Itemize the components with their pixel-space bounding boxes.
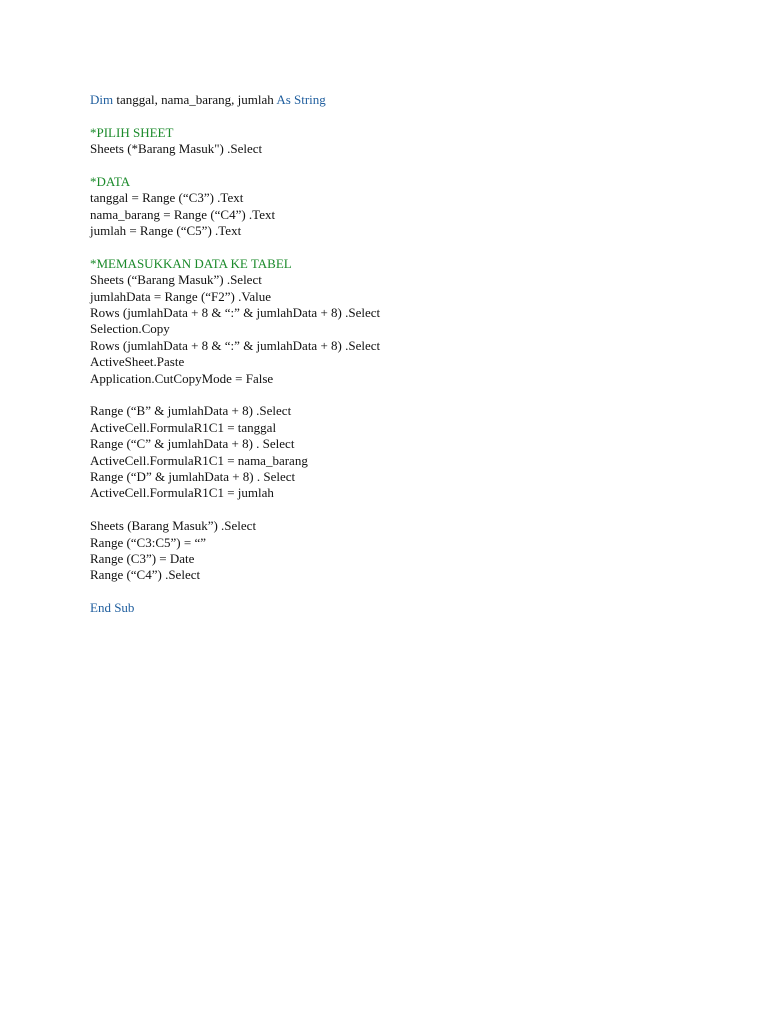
blank-line (90, 108, 730, 124)
code-line: Sheets (“Barang Masuk”) .Select (90, 272, 262, 288)
code-line: Sheets (Barang Masuk”) .Select (90, 518, 257, 534)
code-line: ActiveCell.FormulaR1C1 = tanggal (90, 419, 277, 435)
code-line: Range (“C3:C5”) = “” (90, 534, 206, 550)
code-line: Range (“B” & jumlahData + 8) .Select (90, 403, 292, 419)
sheets-select-line: Sheets (*Barang Masuk") .Select (90, 141, 263, 157)
code-line: Selection.Copy (90, 321, 170, 337)
code-line: ActiveSheet.Paste (90, 354, 185, 370)
blank-line (90, 240, 730, 256)
code-line: tanggal = Range (“C3”) .Text (90, 190, 244, 206)
code-line: ActiveCell.FormulaR1C1 = nama_barang (90, 452, 308, 468)
blank-line (90, 158, 730, 174)
comment-data: *DATA (90, 173, 131, 189)
blank-line (90, 584, 730, 600)
end-sub-line: End Sub (90, 600, 135, 616)
dim-variables: tanggal, nama_barang, jumlah (113, 92, 277, 107)
code-line: Range (“C” & jumlahData + 8) . Select (90, 436, 295, 452)
code-line: jumlah = Range (“C5”) .Text (90, 223, 242, 239)
code-line: Application.CutCopyMode = False (90, 370, 274, 386)
dim-declaration (90, 92, 730, 108)
code-line: Range (“C4”) .Select (90, 567, 201, 583)
blank-line (90, 502, 730, 518)
code-line: jumlahData = Range (“F2”) .Value (90, 288, 271, 304)
code-line: Range (C3”) = Date (90, 550, 195, 566)
dim-keyword: Dim (90, 92, 114, 107)
code-line: Rows (jumlahData + 8 & “:” & jumlahData + 8) .Select (90, 337, 381, 353)
code-line: nama_barang = Range (“C4”) .Text (90, 206, 276, 222)
code-document (90, 92, 730, 617)
comment-pilih-sheet: *PILIH SHEET (90, 124, 174, 140)
code-line: Range (“D” & jumlahData + 8) . Select (90, 468, 296, 484)
code-line: ActiveCell.FormulaR1C1 = jumlah (90, 485, 274, 501)
comment-memasukkan-data: *MEMASUKKAN DATA KE TABEL (90, 255, 292, 271)
blank-line (90, 387, 730, 403)
code-line: Rows (jumlahData + 8 & “:” & jumlahData + 8) .Select (90, 305, 381, 321)
as-string-keyword: As String (276, 92, 326, 107)
